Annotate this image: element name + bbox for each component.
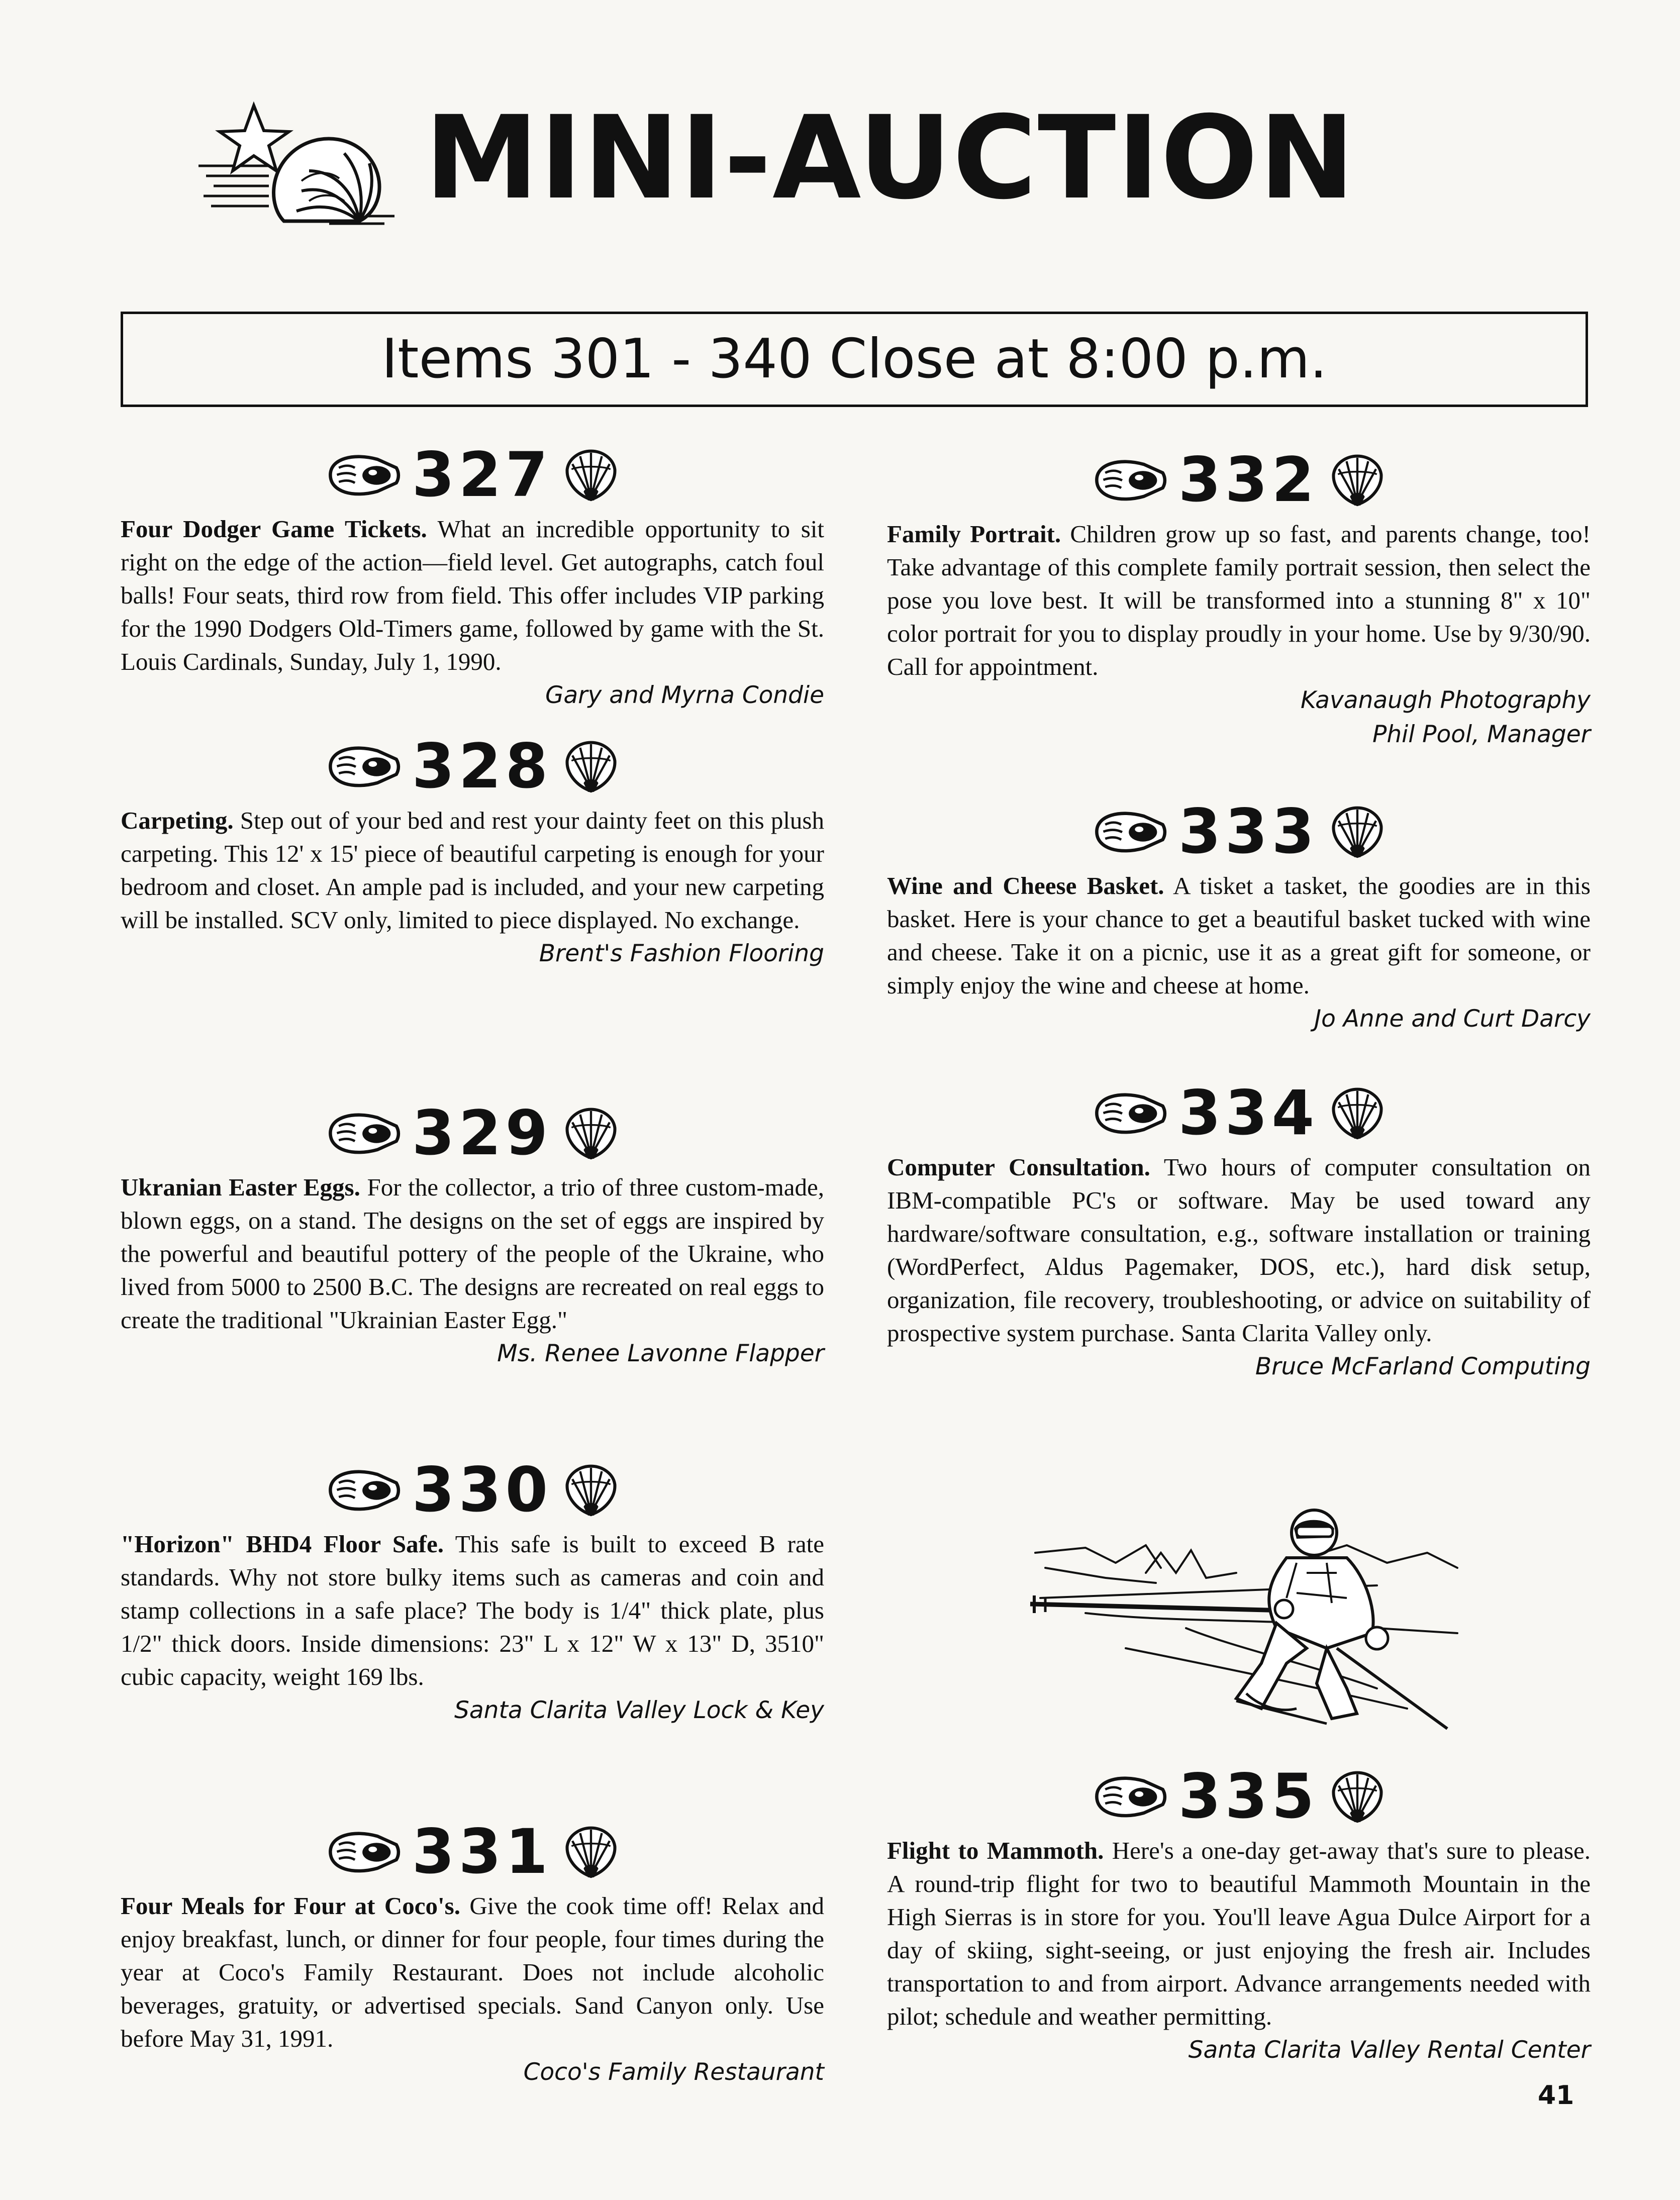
skier-illustration bbox=[1025, 1497, 1467, 1734]
item-body: A tisket a tasket, the goodies are in this basket. Here is your chance to get a beautiful basket tucked with wine and cheese. Take it on a picnic, use it as a great gift for someone, or simply enjoy the wine and cheese at home. bbox=[887, 872, 1591, 999]
item-description bbox=[887, 1834, 1591, 2033]
item-donor: Ms. Renee Lavonne Flapper bbox=[497, 1340, 824, 1367]
scallop-shell-icon bbox=[1329, 1085, 1386, 1141]
seashell-left-icon bbox=[326, 1826, 401, 1878]
page-title: MINI-AUCTION bbox=[425, 91, 1356, 225]
auction-item-328 bbox=[121, 729, 824, 971]
item-description bbox=[121, 513, 824, 678]
seashell-left-icon bbox=[326, 1464, 401, 1516]
item-number: 331 bbox=[412, 1816, 552, 1887]
item-number: 332 bbox=[1178, 444, 1319, 516]
scallop-shell-icon bbox=[563, 1462, 619, 1518]
auction-item-327 bbox=[121, 437, 824, 713]
item-title: Computer Consultation. bbox=[887, 1153, 1150, 1181]
item-body: Give the cook time off! Relax and enjoy breakfast, lunch, or dinner for four people, four times during the year at Coco's Family Restaurant. Does not include alcoholic beverages, gratuity, or advertised specials. Sand Canyon only. Use before May 31, 1991. bbox=[121, 1892, 825, 2052]
seashell-left-icon bbox=[326, 740, 401, 792]
banner-text: Items 301 - 340 Close at 8:00 p.m. bbox=[381, 328, 1327, 390]
item-donor: Jo Anne and Curt Darcy bbox=[1314, 1005, 1591, 1033]
item-title: Wine and Cheese Basket. bbox=[887, 872, 1164, 899]
item-number: 333 bbox=[1178, 796, 1319, 867]
auction-item-332 bbox=[887, 442, 1591, 752]
scallop-shell-icon bbox=[1329, 804, 1386, 860]
item-number: 330 bbox=[412, 1454, 552, 1526]
item-description bbox=[121, 1528, 824, 1693]
scallop-shell-icon bbox=[563, 1105, 619, 1161]
seashell-left-icon bbox=[326, 449, 401, 501]
item-title: Family Portrait. bbox=[887, 520, 1061, 548]
item-description bbox=[887, 518, 1591, 683]
item-number: 329 bbox=[412, 1097, 552, 1169]
auction-item-334 bbox=[887, 1075, 1591, 1384]
item-number-heading bbox=[887, 442, 1591, 518]
page-number: 41 bbox=[1538, 2080, 1574, 2111]
item-title: Ukranian Easter Eggs. bbox=[121, 1173, 360, 1201]
item-donor: Kavanaugh Photography bbox=[1301, 686, 1591, 714]
item-number: 327 bbox=[412, 439, 552, 511]
item-title: "Horizon" BHD4 Floor Safe. bbox=[121, 1530, 444, 1558]
scallop-shell-icon bbox=[563, 447, 619, 503]
item-title: Carpeting. bbox=[121, 807, 234, 834]
seashell-left-icon bbox=[1092, 1087, 1167, 1139]
item-title: Flight to Mammoth. bbox=[887, 1837, 1104, 1864]
scallop-shell-icon bbox=[1329, 452, 1386, 508]
scallop-shell-icon bbox=[563, 738, 619, 794]
header bbox=[193, 85, 1500, 246]
seashell-left-icon bbox=[1092, 1770, 1167, 1823]
item-number-heading bbox=[121, 437, 824, 513]
item-donor: Santa Clarita Valley Lock & Key bbox=[454, 1696, 824, 1724]
auction-item-329 bbox=[121, 1095, 824, 1371]
item-donor: Gary and Myrna Condie bbox=[545, 681, 824, 709]
item-description bbox=[121, 1889, 824, 2055]
item-number: 328 bbox=[412, 731, 552, 802]
item-donor: Santa Clarita Valley Rental Center bbox=[1188, 2036, 1591, 2064]
item-body: Here's a one-day get-away that's sure to please. A round-trip flight for two to beautiful Mammoth Mountain in the High Sierras is in store for you. You'll leave Agua Dulce Airport for a day of skiing, sight-seeing, or just enjoying the fresh air. Includes transportation to and from airport. Advance arrangements needed with pilot; schedule and weather permitting. bbox=[887, 1837, 1591, 2030]
scallop-shell-icon bbox=[1329, 1768, 1386, 1825]
seashell-left-icon bbox=[1092, 806, 1167, 858]
item-description bbox=[887, 1151, 1591, 1350]
item-number-heading bbox=[121, 1095, 824, 1171]
auction-item-330 bbox=[121, 1452, 824, 1728]
scallop-shell-icon bbox=[563, 1824, 619, 1880]
seashell-left-icon bbox=[326, 1107, 401, 1159]
item-number: 335 bbox=[1178, 1761, 1319, 1832]
item-description bbox=[121, 804, 824, 937]
seashell-left-icon bbox=[1092, 454, 1167, 506]
auction-item-335 bbox=[887, 1759, 1591, 2067]
seashell-starfish-logo bbox=[193, 95, 400, 226]
item-body: What an incredible opportunity to sit right on the edge of the action—field level. Get autographs, catch foul balls! Four seats, third row from field. This offer includes VIP parking for the 1990 Dodgers Old-Timers game, followed by game with the St. Louis Cardinals, Sunday, July 1, 1990. bbox=[121, 515, 824, 675]
item-body: For the collector, a trio of three custom-made, blown eggs, on a stand. The designs on the set of eggs are inspired by the powerful and beautiful pottery of the people of the Ukraine, who lived from 5000 to 2500 B.C. The designs are recreated on real eggs to create the traditional "Ukrainian Easter Egg." bbox=[121, 1173, 824, 1334]
item-description bbox=[887, 869, 1591, 1002]
item-number-heading bbox=[887, 1759, 1591, 1834]
item-number: 334 bbox=[1178, 1077, 1319, 1149]
item-donor: Brent's Fashion Flooring bbox=[539, 940, 824, 967]
item-title: Four Meals for Four at Coco's. bbox=[121, 1892, 460, 1920]
auction-item-333 bbox=[887, 794, 1591, 1036]
auction-item-331 bbox=[121, 1814, 824, 2089]
item-body: Children grow up so fast, and parents change, too! Take advantage of this complete family portrait session, then select the pose you love best. It will be transformed into a stunning 8" x 10" color portrait for you to display proudly in your home. Use by 9/30/90. Call for appointment. bbox=[887, 520, 1591, 680]
item-number-heading bbox=[121, 1814, 824, 1889]
item-number-heading bbox=[121, 1452, 824, 1528]
item-donor: Bruce McFarland Computing bbox=[1255, 1353, 1591, 1380]
item-number-heading bbox=[121, 729, 824, 804]
item-number-heading bbox=[887, 794, 1591, 869]
item-number-heading bbox=[887, 1075, 1591, 1151]
closing-time-banner bbox=[121, 312, 1588, 407]
item-body: Two hours of computer consultation on IBM-compatible PC's or software. May be used toward any hardware/software consultation, e.g., software installation or training (WordPerfect, Aldus Pagemaker, DOS, etc.), hard disk setup, organization, file recovery, troubleshooting, or advice on suitability of prospective system purchase. Santa Clarita Valley only. bbox=[887, 1153, 1591, 1347]
item-body: This safe is built to exceed B rate standards. Why not store bulky items such as cameras and coin and stamp collections in a safe place? The body is 1/4" thick plate, plus 1/2" thick doors. Inside dimensions: 23" L x 12" W x 13" D, 3510" cubic capacity, weight 169 lbs. bbox=[121, 1530, 824, 1690]
item-description bbox=[121, 1171, 824, 1337]
item-body: Step out of your bed and rest your dainty feet on this plush carpeting. This 12' x 15' piece of beautiful carpeting is enough for your bedroom and closet. An ample pad is included, and your new carpeting will be installed. SCV only, limited to piece displayed. No exchange. bbox=[121, 807, 825, 934]
item-donor: Coco's Family Restaurant bbox=[523, 2058, 824, 2086]
item-title: Four Dodger Game Tickets. bbox=[121, 515, 427, 543]
item-donor-contact: Phil Pool, Manager bbox=[1372, 721, 1591, 748]
